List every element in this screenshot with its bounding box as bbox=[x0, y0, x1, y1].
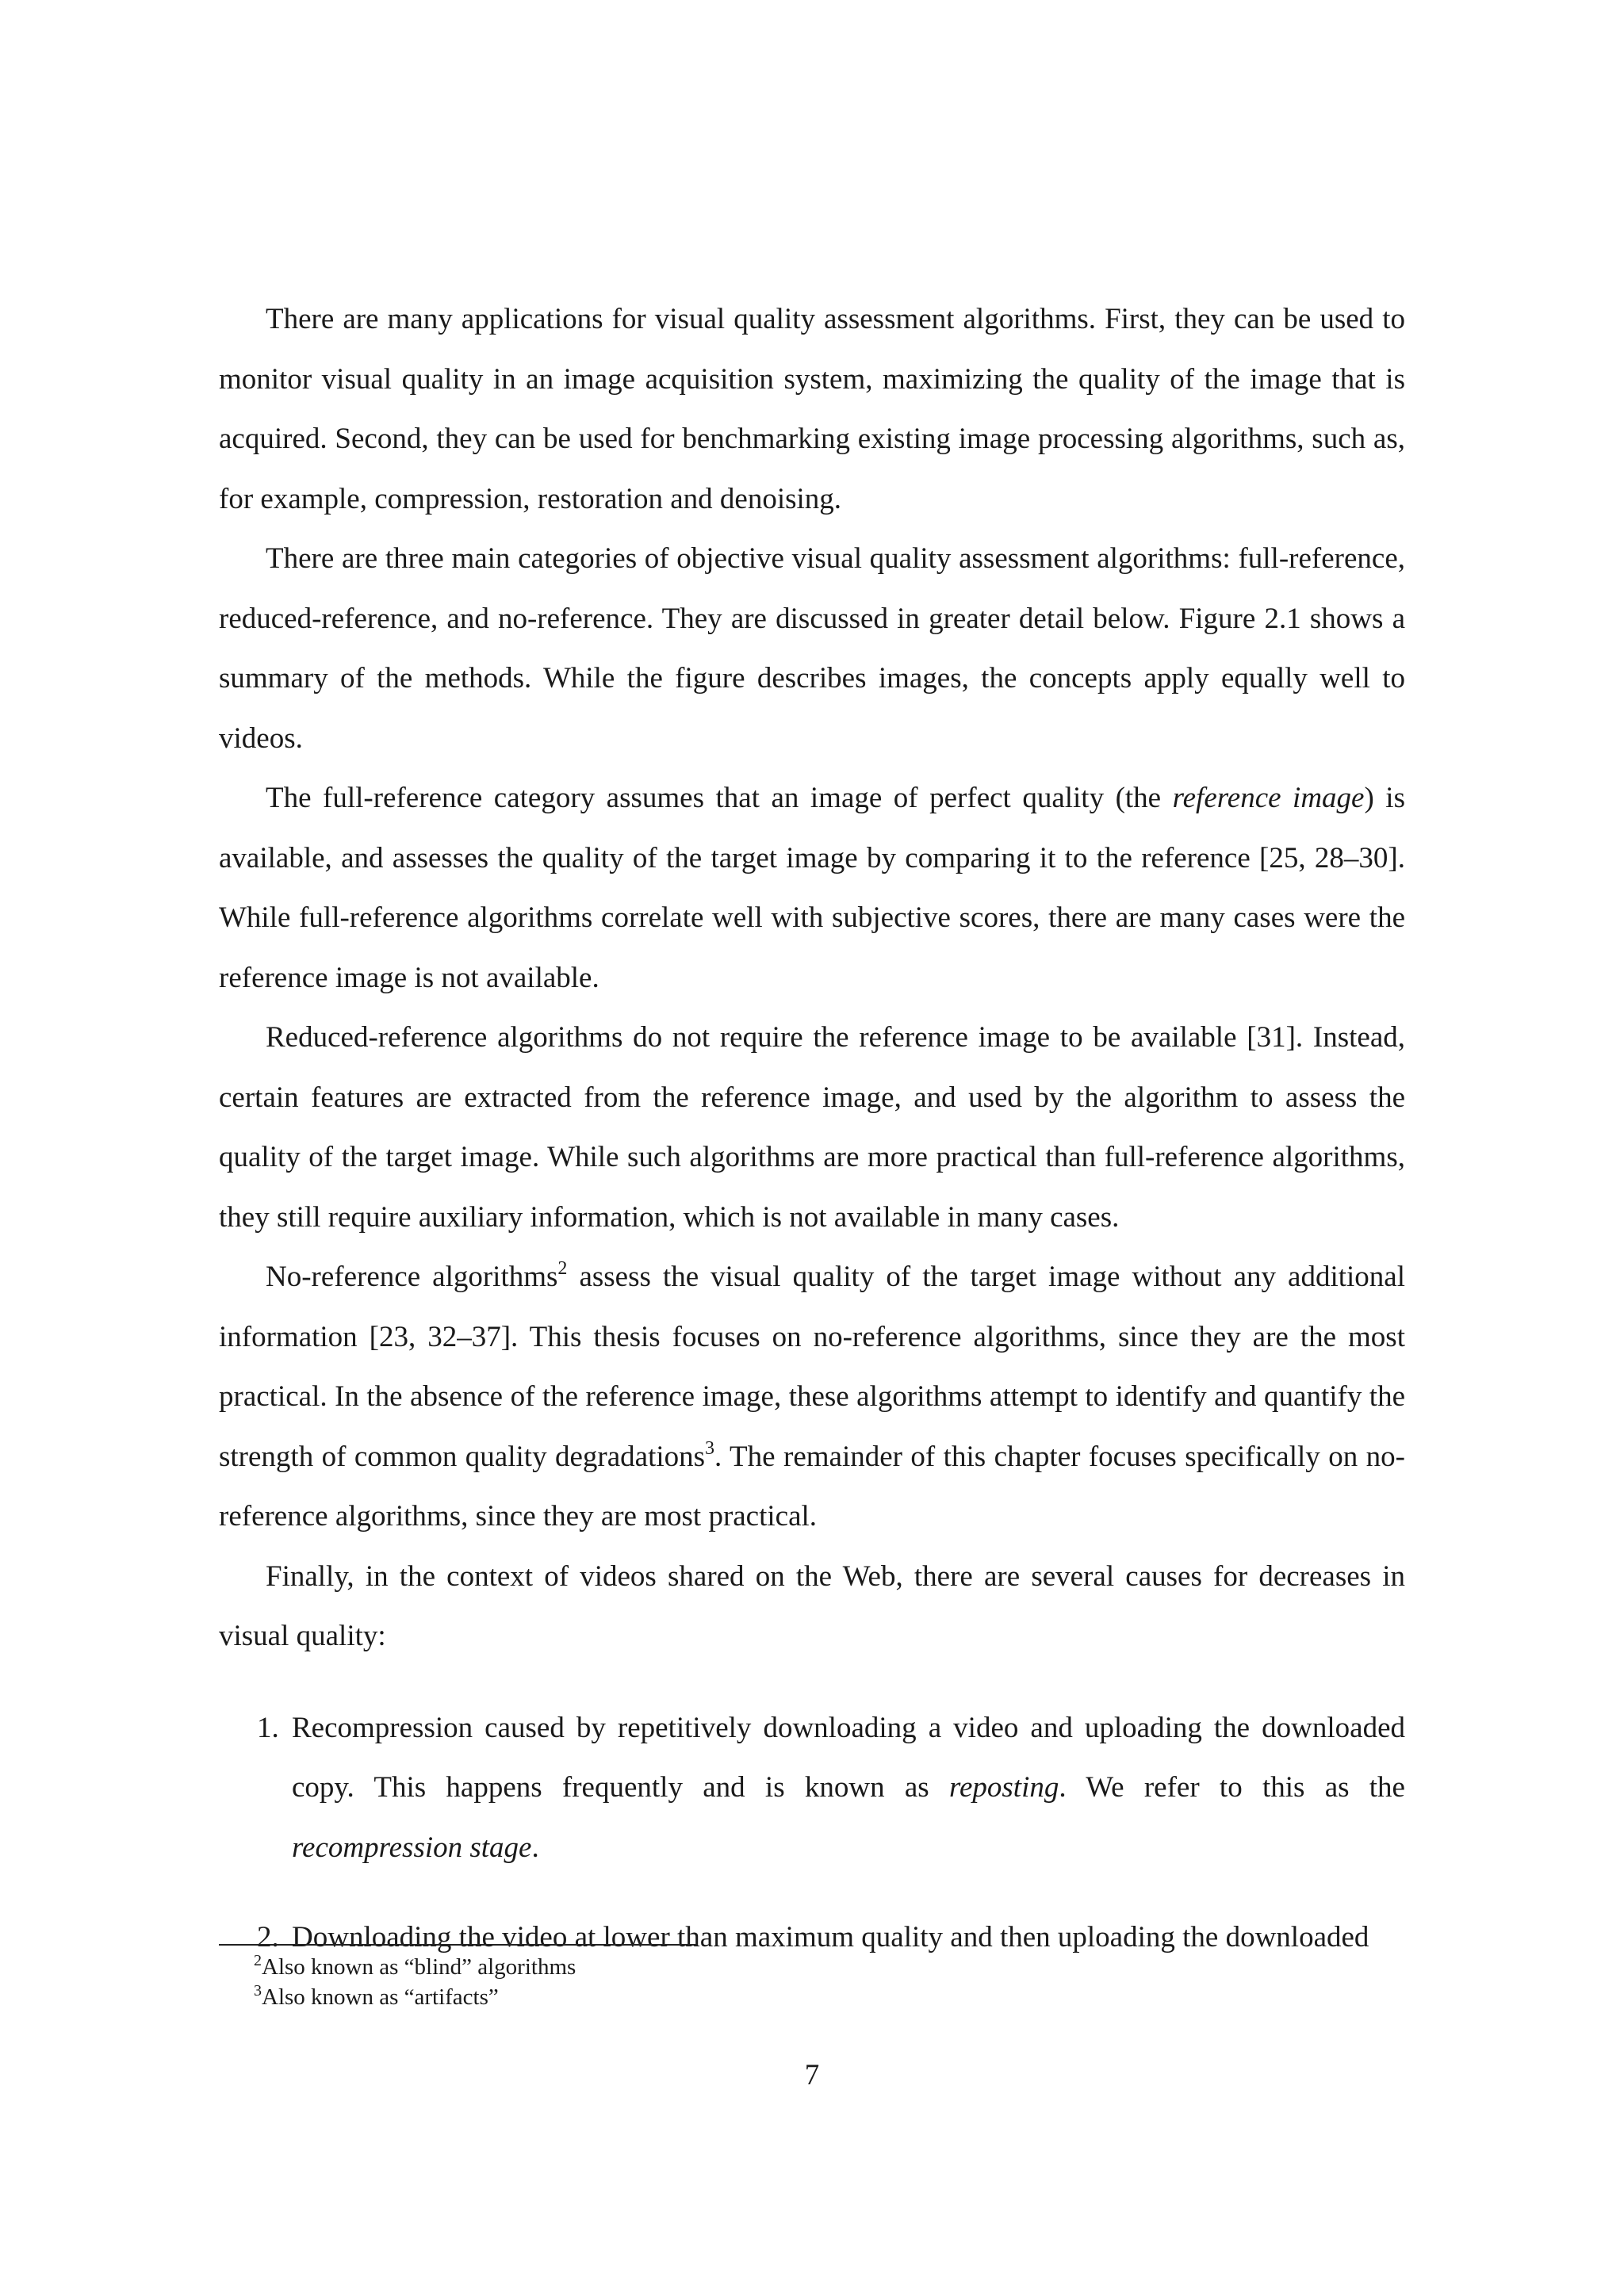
body-text bbox=[219, 289, 1405, 1998]
paragraph-full-reference bbox=[219, 768, 1405, 1008]
footnote-text: Also known as “blind” algorithms bbox=[262, 1954, 576, 1980]
paragraph-categories: There are three main categories of objective visual quality assessment algorithms: full-reference, reduced-reference, and no-reference. They are discussed in greater detail below. Figure 2.1 shows a summary of the methods. While the figure describes images, the concepts apply equally well to videos. bbox=[219, 542, 1405, 755]
page-number: 7 bbox=[804, 2059, 820, 2091]
list-item bbox=[219, 1698, 1405, 1878]
footnote-marker-3: 3 bbox=[705, 1437, 715, 1459]
footnote-mark: 2 bbox=[254, 1952, 262, 1969]
emphasis-reposting: reposting bbox=[948, 1771, 1059, 1804]
emphasis-reference-image: reference image bbox=[1172, 782, 1365, 814]
causes-list bbox=[219, 1698, 1405, 1968]
paragraph-no-reference bbox=[219, 1247, 1405, 1547]
text-run: ) is available, and assesses the quality of the target image by comparing it to the reference [25, 28–30]. While full-reference algorithms correlate well with subjective scores, there are many cases were the reference image is not available. bbox=[219, 782, 1405, 994]
text-run: Recompression caused by repetitively downloading a video and uploading the downloaded copy. This happens frequently and is known as bbox=[292, 1711, 1405, 1804]
paragraph-causes: Finally, in the context of videos shared on the Web, there are several causes for decreases in visual quality: bbox=[219, 1559, 1405, 1652]
footnote-mark: 3 bbox=[254, 1982, 262, 1999]
text-run: No-reference algorithms bbox=[266, 1261, 558, 1293]
list-item-number: 1. bbox=[257, 1711, 279, 1744]
list-item-number: 2. bbox=[257, 1921, 279, 1954]
text-run: Downloading the video at lower than maximum quality and then uploading the downloaded bbox=[292, 1921, 1369, 1954]
text-run: . The remainder of this chapter focuses specifically on no-reference algorithms, since they are most practical. bbox=[219, 1440, 1405, 1533]
footnotes bbox=[254, 1952, 1364, 2012]
text-run: . bbox=[531, 1831, 539, 1864]
text-run: . We refer to this as the bbox=[1059, 1771, 1405, 1804]
paragraph-applications: There are many applications for visual quality assessment algorithms. First, they can be used to monitor visual quality in an image acquisition system, maximizing the quality of the image that is acquired. Second, they can be used for benchmarking existing image processing algorithms, such as, for example, compression, restoration and denoising. bbox=[219, 303, 1405, 515]
text-run: assess the visual quality of the target image without any additional information [23, 32–37]. This thesis focuses on no-reference algorithms, since they are the most practical. In the absence of the reference image, these algorithms attempt to identify and quantify the strength of common quality degradations bbox=[219, 1261, 1405, 1473]
paragraph-reduced-reference: Reduced-reference algorithms do not require the reference image to be available [31]. Instead, certain features are extracted from the reference image, and used by the algorithm to assess the quality of the target image. While such algorithms are more practical than full-reference algorithms, they still require auxiliary information, which is not available in many cases. bbox=[219, 1021, 1405, 1234]
text-run: The full-reference category assumes that an image of perfect quality (the bbox=[266, 782, 1173, 814]
footnote-2 bbox=[254, 1952, 1364, 1982]
footnote-3 bbox=[254, 1982, 1364, 2012]
footnote-divider bbox=[219, 1944, 696, 1946]
footnote-text: Also known as “artifacts” bbox=[262, 1984, 499, 2010]
emphasis-recompression-stage: recompression stage bbox=[292, 1831, 532, 1864]
footnote-marker-2: 2 bbox=[557, 1258, 568, 1279]
